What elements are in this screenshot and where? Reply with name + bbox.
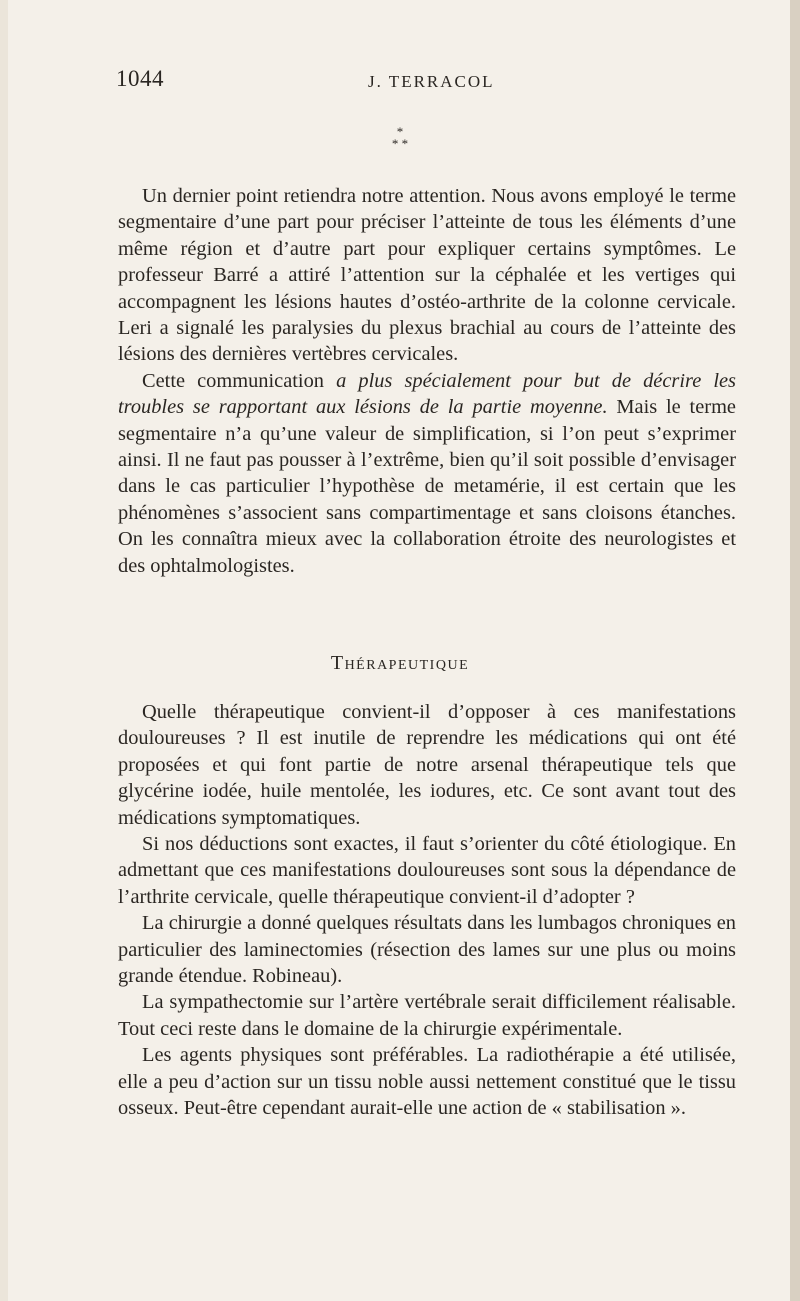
text-segment: La chirurgie a donné quelques résultats dans les lumbagos chroniques en particulier des laminectomies (résection des lames sur une plus ou moins grande étendue. Robineau).	[118, 912, 736, 988]
section-heading	[0, 652, 800, 675]
page-header	[116, 66, 736, 102]
section-2-text	[118, 699, 736, 1122]
text-segment: Un dernier point retiendra notre attention. Nous avons employé le terme segmentaire d’une part pour préciser l’atteinte de tous les éléments d’une même région et d’autre part pour expliquer certains symptômes. Le professeur Barré a attiré l’attention sur la céphalée et les vertiges qui accompagnent les lésions hautes d’ostéo-arthrite de la colonne cervicale. Leri a signalé les paralysies du plexus brachial au cours de l’atteinte des lésions des dernières vertèbres cervicales.	[118, 185, 736, 366]
paragraph	[118, 699, 736, 831]
text-segment: Les agents physiques sont préférables. La radiothérapie a été utilisée, elle a peu d’action sur un tissu noble aussi nettement constitué que le tissu osseux. Peut-être cependant aurait-elle une action de « stabilisation ».	[118, 1044, 736, 1120]
text-segment: Si nos déductions sont exactes, il faut s’orienter du côté étiologique. En admettant que ces manifestations douloureuses sont sous la dépendance de l’arthrite cervicale, quelle thérapeutique convient-il d’adopter ?	[118, 833, 736, 908]
asterism-separator	[0, 126, 800, 150]
section-heading-text: Thérapeutique	[330, 652, 470, 674]
paragraph	[118, 1042, 736, 1121]
paragraph	[118, 910, 736, 989]
italic-text-segment: a plus spécialement pour but de décrire les troubles se rapportant aux lésions de la partie moyenne.	[118, 369, 736, 419]
paragraph	[118, 831, 736, 910]
running-head: J. TERRACOL	[368, 72, 495, 91]
section-1-text	[118, 183, 736, 579]
asterism-bottom: * *	[391, 136, 409, 151]
text-segment: La sympathectomie sur l’artère vertébrale serait difficilement réalisable. Tout ceci reste dans le domaine de la chirurgie expérimentale.	[118, 991, 736, 1040]
asterism-top: *	[396, 124, 404, 139]
paragraph	[118, 989, 736, 1042]
page-left-edge	[0, 0, 8, 1301]
text-segment: Mais le terme segmentaire n’a qu’une valeur de simplification, si l’on peut s’exprimer ainsi. Il ne faut pas pousser à l’extrême, bien qu’il soit possible d’envisager dans le cas particulier l’hypothèse de metamérie, il est certain que les phénomènes s’associent sans compartimentage et sans cloisons étanches. On les connaîtra mieux avec la collaboration étroite des neurologistes et des ophtalmologistes.	[118, 396, 736, 577]
page-right-edge	[790, 0, 800, 1301]
text-segment: Cette communication	[142, 369, 337, 392]
page-number: 1044	[116, 66, 164, 91]
text-segment: Quelle thérapeutique convient-il d’opposer à ces manifestations douloureuses ? Il est inutile de reprendre les médications qui ont été proposées et qui font partie de notre arsenal thérapeutique tels que glycérine iodée, huile mentolée, les iodures, etc. Ce sont avant tout des médications symptomatiques.	[118, 701, 736, 829]
paragraph	[118, 183, 736, 368]
paragraph	[118, 368, 736, 579]
